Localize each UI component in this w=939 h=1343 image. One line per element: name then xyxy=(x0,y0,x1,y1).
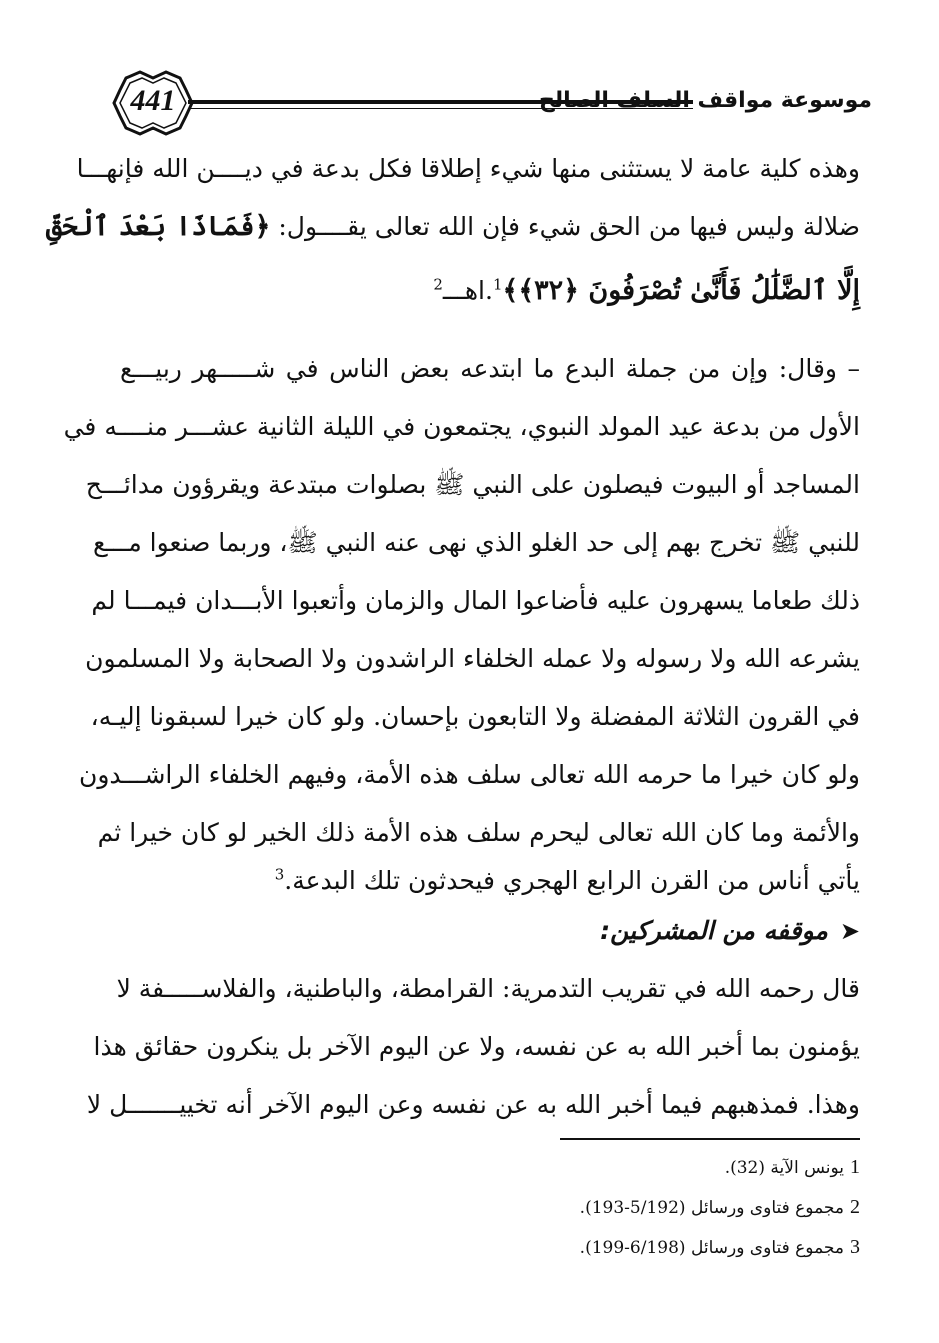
footnote xyxy=(580,1230,860,1264)
body-line: – وقال: وإن من جملة البدع ما ابتدعه بعض الناس في شـــــهر ربيـــع xyxy=(120,354,860,383)
footnote-number: 1 xyxy=(850,1156,860,1178)
footnote-number: 2 xyxy=(850,1196,860,1218)
body-line: يشرعه الله ولا رسوله ولا عمله الخلفاء الراشدون ولا الصحابة ولا المسلمون xyxy=(85,644,860,673)
footnote-ref: 3 xyxy=(274,865,285,884)
section-heading-text: موقفه من المشركين: xyxy=(600,916,828,945)
quran-verse: إِلَّا ٱلضَّلَٰلُ فَأَنَّىٰ تُصْرَفُونَ ﴿٣٢﴾﴾ xyxy=(502,275,860,306)
body-line: وهذا. فمذهبهم فيما أخبر الله به عن نفسه وعن اليوم الآخر أنه تخييـــــــل لا xyxy=(86,1090,860,1119)
body-line: ذلك طعاما يسهرون عليه فأضاعوا المال والزمان وأتعبوا الأبـــدان فيمـــا لم xyxy=(91,586,860,615)
body-line xyxy=(120,852,860,910)
footnote-text: يونس الآية (32). xyxy=(724,1158,844,1178)
footnote-text: مجموع فتاوى ورسائل (5/192-193). xyxy=(579,1198,844,1218)
body-line: في القرون الثلاثة المفضلة ولا التابعون بإحسان. ولو كان خيرا لسبقونا إليـه، xyxy=(90,702,860,731)
footnote-text: مجموع فتاوى ورسائل (6/198-199). xyxy=(579,1238,844,1258)
body-line: ولو كان خيرا ما حرمه الله تعالى سلف هذه الأمة، وفيهم الخلفاء الراشـــدون xyxy=(78,760,860,789)
body-line: الأول من بدعة عيد المولد النبوي، يجتمعون في الليلة الثانية عشـــر منــــه في xyxy=(63,412,860,441)
arrow-bullet-icon: ➤ xyxy=(839,917,860,945)
book-title: موسوعة مواقف السلف الصالح xyxy=(539,88,872,113)
body-line: للنبي ﷺ تخرج بهم إلى حد الغلو الذي نهى عنه النبي ﷺ، وربما صنعوا مـــع xyxy=(93,528,860,557)
footnote-ref: 2 xyxy=(433,275,443,294)
body-line xyxy=(120,262,860,320)
body-line: المساجد أو البيوت فيصلون على النبي ﷺ بصلوات مبتدعة ويقرؤون مدائـــح xyxy=(85,470,860,499)
section-heading xyxy=(600,906,860,956)
body-text: ضلالة وليس فيها من الحق شيء فإن الله تعالى يقــــول: xyxy=(270,212,860,241)
body-line: والأئمة وما كان الله تعالى ليحرم سلف هذه الأمة ذلك الخير لو كان خيرا ثم xyxy=(97,818,860,847)
body-line: يؤمنون بما أخبر الله به عن نفسه، ولا عن اليوم الآخر بل ينكرون حقائق هذا xyxy=(93,1032,860,1061)
page-number: 441 xyxy=(130,84,176,117)
body-line: قال رحمه الله في تقريب التدمرية: القرامطة، والباطنية، والفلاســـــفة لا xyxy=(116,974,860,1003)
footnote-ref: 1 xyxy=(492,275,503,294)
body-line xyxy=(45,198,860,256)
body-text: يأتي أناس من القرن الرابع الهجري فيحدثون تلك البدعة. xyxy=(284,866,860,895)
quran-verse: ﴿فَمَاذَا بَعْدَ ٱلْحَقِّ xyxy=(45,211,271,242)
footnote xyxy=(725,1150,860,1184)
footnote-number: 3 xyxy=(850,1236,860,1258)
footnote xyxy=(580,1190,860,1224)
page-number-badge xyxy=(112,70,194,136)
body-text: .اهـــ xyxy=(442,276,493,305)
page-header xyxy=(112,70,872,140)
body-line: وهذه كلية عامة لا يستثنى منها شيء إطلاقا فكل بدعة في ديــــن الله فإنهـــا xyxy=(76,154,860,183)
footnote-rule xyxy=(560,1138,860,1140)
